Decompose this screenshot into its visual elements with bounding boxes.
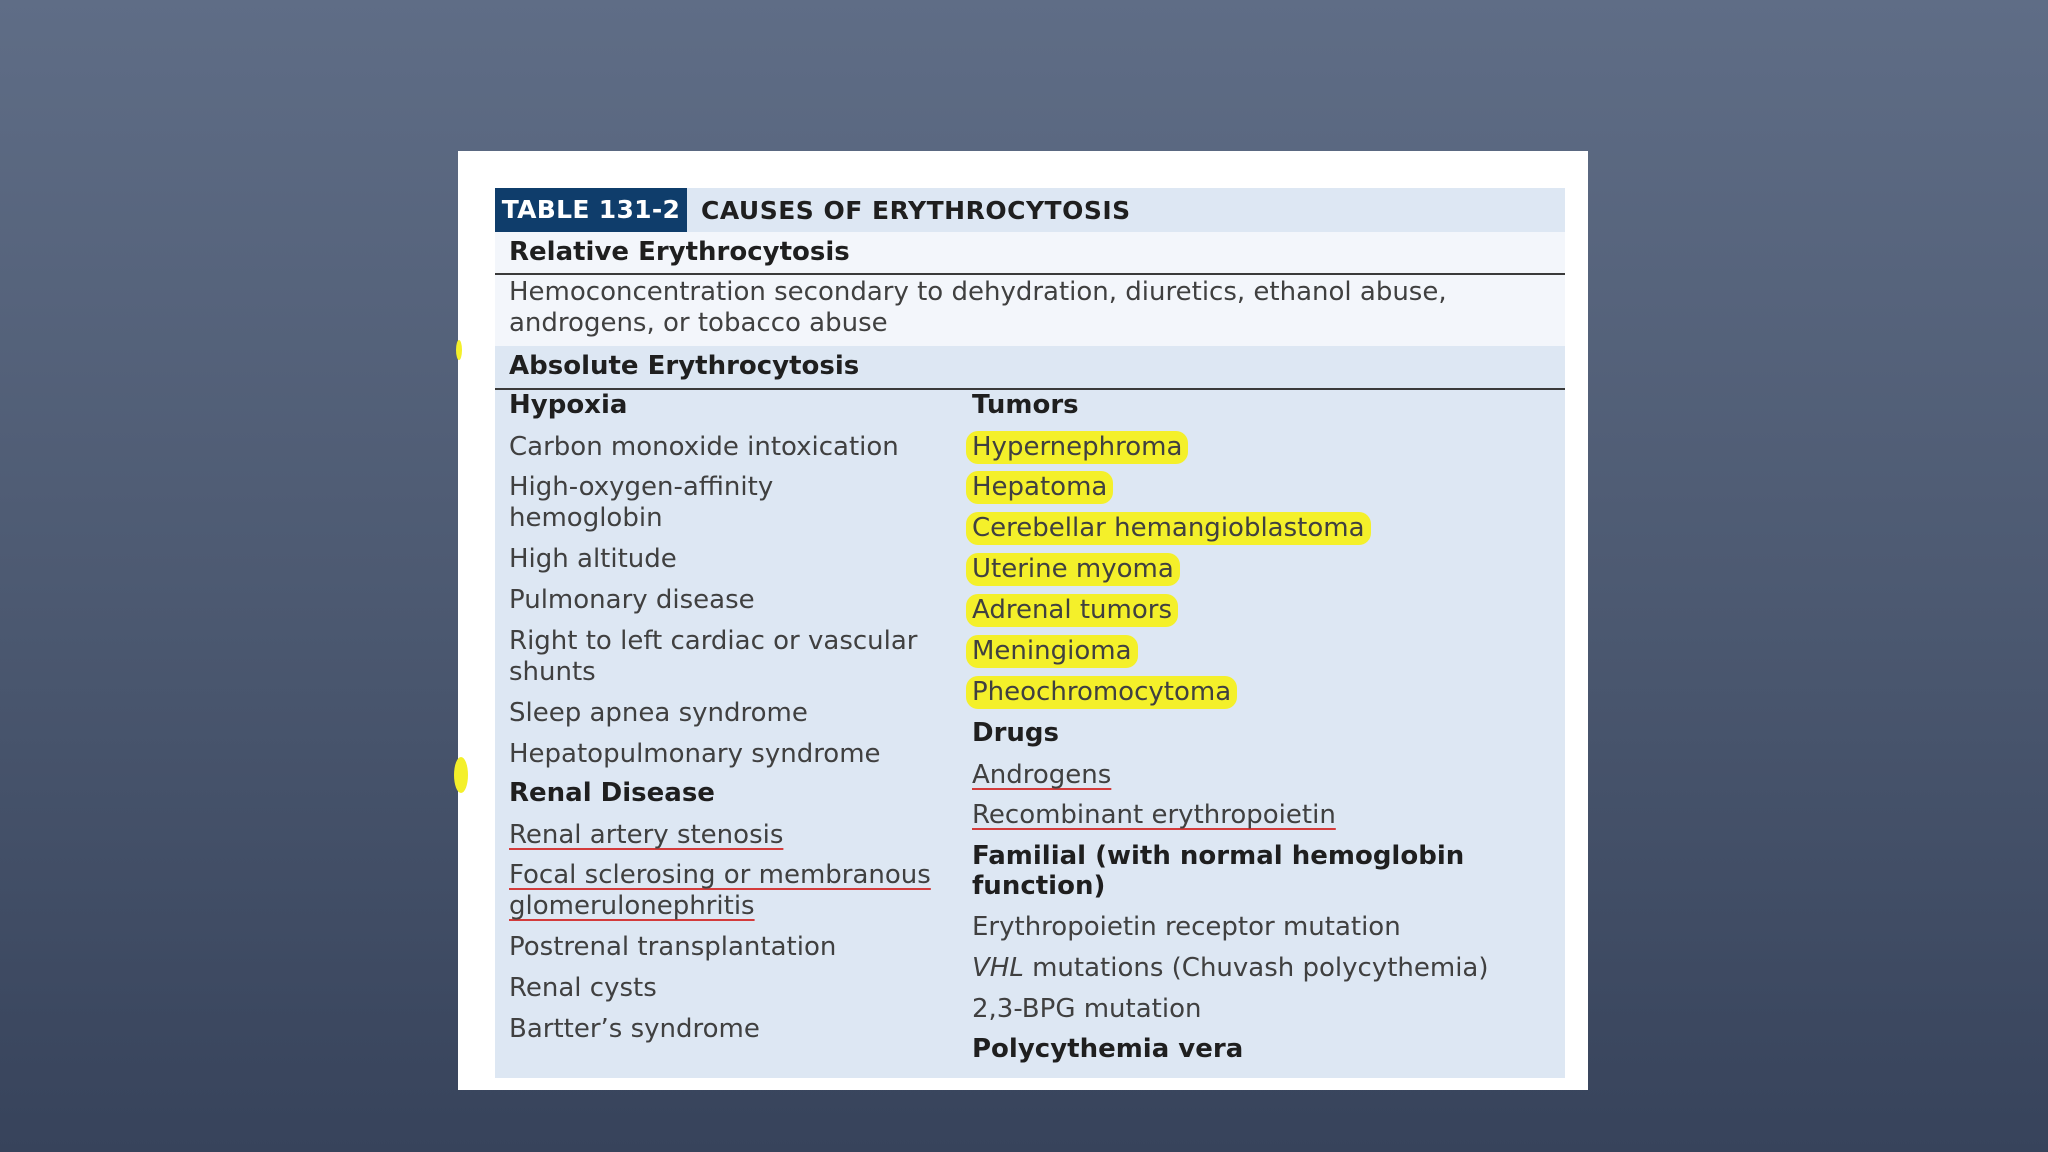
list-item: Erythropoietin receptor mutation: [972, 912, 1401, 942]
absolute-section-body: [495, 390, 1565, 1078]
list-item: Carbon monoxide intoxication: [509, 432, 899, 462]
vhl-gene-name: VHL: [972, 953, 1024, 983]
relative-description: Hemoconcentration secondary to dehydration, diuretics, ethanol abuse, androgens, or tobacco abuse: [509, 277, 1447, 338]
list-item: Sleep apnea syndrome: [509, 698, 808, 728]
highlighted-text: Meningioma: [966, 635, 1138, 668]
highlighted-text: Pheochromocytoma: [966, 676, 1237, 709]
highlighted-text: Uterine myoma: [966, 553, 1180, 586]
list-item: [509, 820, 783, 851]
renal-heading: Renal Disease: [509, 778, 715, 808]
highlighted-text: Hypernephroma: [966, 431, 1188, 464]
absolute-section-header: [495, 346, 1565, 390]
list-item: [972, 513, 1371, 544]
erythrocytosis-table: [495, 188, 1565, 1078]
list-item: [972, 760, 1111, 791]
list-item: [972, 472, 1113, 503]
relative-section-header: [495, 232, 1565, 275]
list-item: [972, 432, 1188, 463]
list-item-text: Renal artery stenosis: [509, 820, 784, 850]
highlighted-text: Hepatoma: [966, 471, 1113, 504]
list-item: [972, 636, 1138, 667]
list-item: [972, 677, 1237, 708]
list-item: [972, 554, 1180, 585]
relative-heading: Relative Erythrocytosis: [509, 237, 850, 267]
table-number: TABLE 131-2: [495, 188, 687, 232]
table-title: CAUSES OF ERYTHROCYTOSIS: [701, 196, 1131, 225]
list-item: Bartter’s syndrome: [509, 1014, 760, 1044]
list-item: [972, 953, 1489, 984]
list-item-text: Focal sclerosing or membranous glomerulonephritis: [509, 860, 931, 921]
list-item: [509, 860, 959, 922]
list-item: Renal cysts: [509, 973, 657, 1003]
polycythemia-vera-heading: Polycythemia vera: [972, 1034, 1244, 1064]
list-item: High-oxygen-affinity hemoglobin: [509, 472, 774, 533]
list-item: High altitude: [509, 544, 677, 574]
list-item: 2,3-BPG mutation: [972, 994, 1202, 1024]
absolute-heading: Absolute Erythrocytosis: [509, 351, 860, 381]
list-item: Pulmonary disease: [509, 585, 755, 615]
highlighter-mark: [456, 340, 462, 360]
table-title-bar: [495, 188, 1565, 232]
familial-heading: Familial (with normal hemoglobin function): [972, 841, 1465, 901]
hypoxia-heading: Hypoxia: [509, 390, 628, 420]
list-item: Right to left cardiac or vascular shunts: [509, 626, 918, 687]
slide-card: [458, 151, 1588, 1090]
highlighted-text: Adrenal tumors: [966, 594, 1178, 627]
list-item-text: Recombinant erythropoietin: [972, 800, 1336, 830]
highlighter-mark: [454, 757, 468, 793]
drugs-heading: Drugs: [972, 718, 1060, 748]
list-item: Hepatopulmonary syndrome: [509, 739, 881, 769]
highlighted-text: Cerebellar hemangioblastoma: [966, 512, 1371, 545]
list-item-text: mutations (Chuvash polycythemia): [1032, 953, 1489, 983]
list-item: [972, 800, 1336, 831]
list-item-text: Androgens: [972, 760, 1112, 790]
list-item: [972, 595, 1178, 626]
relative-section-body: [495, 275, 1565, 346]
tumors-heading: Tumors: [972, 390, 1079, 420]
list-item: Postrenal transplantation: [509, 932, 837, 962]
